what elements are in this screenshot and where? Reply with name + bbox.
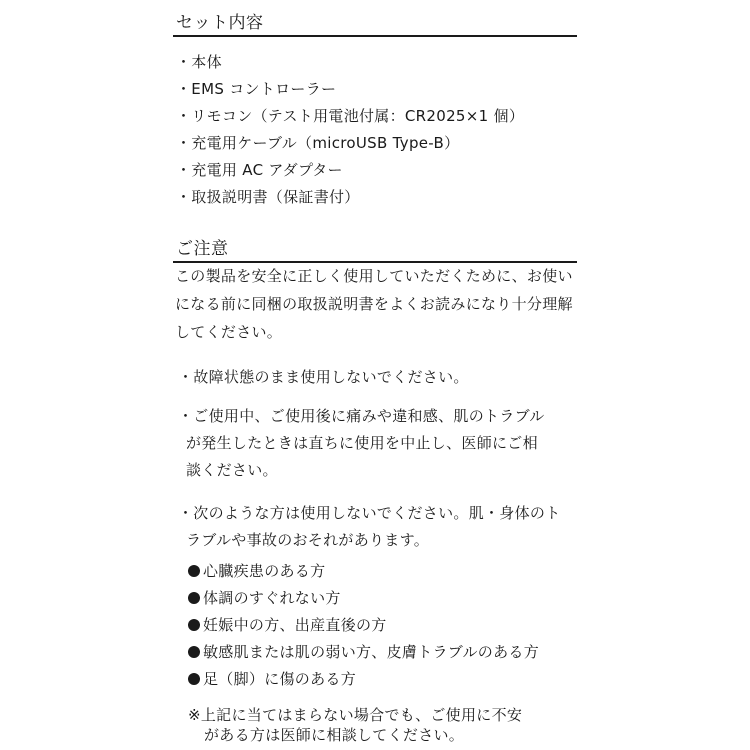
condition-item xyxy=(188,561,325,581)
condition-item xyxy=(188,642,539,662)
caution-title: ご注意 xyxy=(176,239,229,259)
bullet-icon xyxy=(188,673,200,685)
set-item-remote: ・リモコン（テスト用電池付属：CR2025×1 個） xyxy=(176,107,525,125)
set-item-ac-adapter: ・充電用 AC アダプター xyxy=(176,161,343,179)
set-item-manual: ・取扱説明書（保証書付） xyxy=(176,188,360,206)
set-contents-title: セット内容 xyxy=(176,13,264,33)
footnote-line-1: ※上記に当てはまらない場合でも、ご使用に不安 xyxy=(188,706,523,724)
set-item-main-unit: ・本体 xyxy=(176,53,222,71)
set-contents-divider xyxy=(173,35,577,37)
caution-divider xyxy=(173,261,577,263)
caution-intro-line-1: この製品を安全に正しく使用していただくために、お使い xyxy=(175,267,573,285)
condition-text: 足（脚）に傷のある方 xyxy=(203,670,357,688)
caution-intro-line-2: になる前に同梱の取扱説明書をよくお読みになり十分理解 xyxy=(175,295,573,313)
condition-item xyxy=(188,669,356,689)
bullet-icon xyxy=(188,619,200,631)
caution-note-1: ・故障状態のまま使用しないでください。 xyxy=(178,368,469,386)
caution-note-2-line-2: が発生したときは直ちに使用を中止し、医師にご相 xyxy=(186,434,538,452)
condition-item xyxy=(188,615,387,635)
condition-text: 敏感肌または肌の弱い方、皮膚トラブルのある方 xyxy=(203,643,540,661)
caution-note-2-line-1: ・ご使用中、ご使用後に痛みや違和感、肌のトラブル xyxy=(178,407,545,425)
caution-note-3-line-2: ラブルや事故のおそれがあります。 xyxy=(186,531,430,549)
condition-text: 体調のすぐれない方 xyxy=(203,589,341,607)
condition-text: 妊娠中の方、出産直後の方 xyxy=(203,616,387,634)
condition-text: 心臓疾患のある方 xyxy=(203,562,326,580)
bullet-icon xyxy=(188,592,200,604)
caution-intro-line-3: してください。 xyxy=(175,323,283,341)
bullet-icon xyxy=(188,646,200,658)
set-item-cable: ・充電用ケーブル（microUSB Type-B） xyxy=(176,134,460,152)
condition-item xyxy=(188,588,341,608)
caution-note-3-line-1: ・次のような方は使用しないでください。肌・身体のト xyxy=(178,504,561,522)
set-item-ems-controller: ・EMS コントローラー xyxy=(176,80,337,98)
bullet-icon xyxy=(188,565,200,577)
caution-note-2-line-3: 談ください。 xyxy=(186,461,278,479)
footnote-line-2: がある方は医師に相談してください。 xyxy=(204,726,465,744)
